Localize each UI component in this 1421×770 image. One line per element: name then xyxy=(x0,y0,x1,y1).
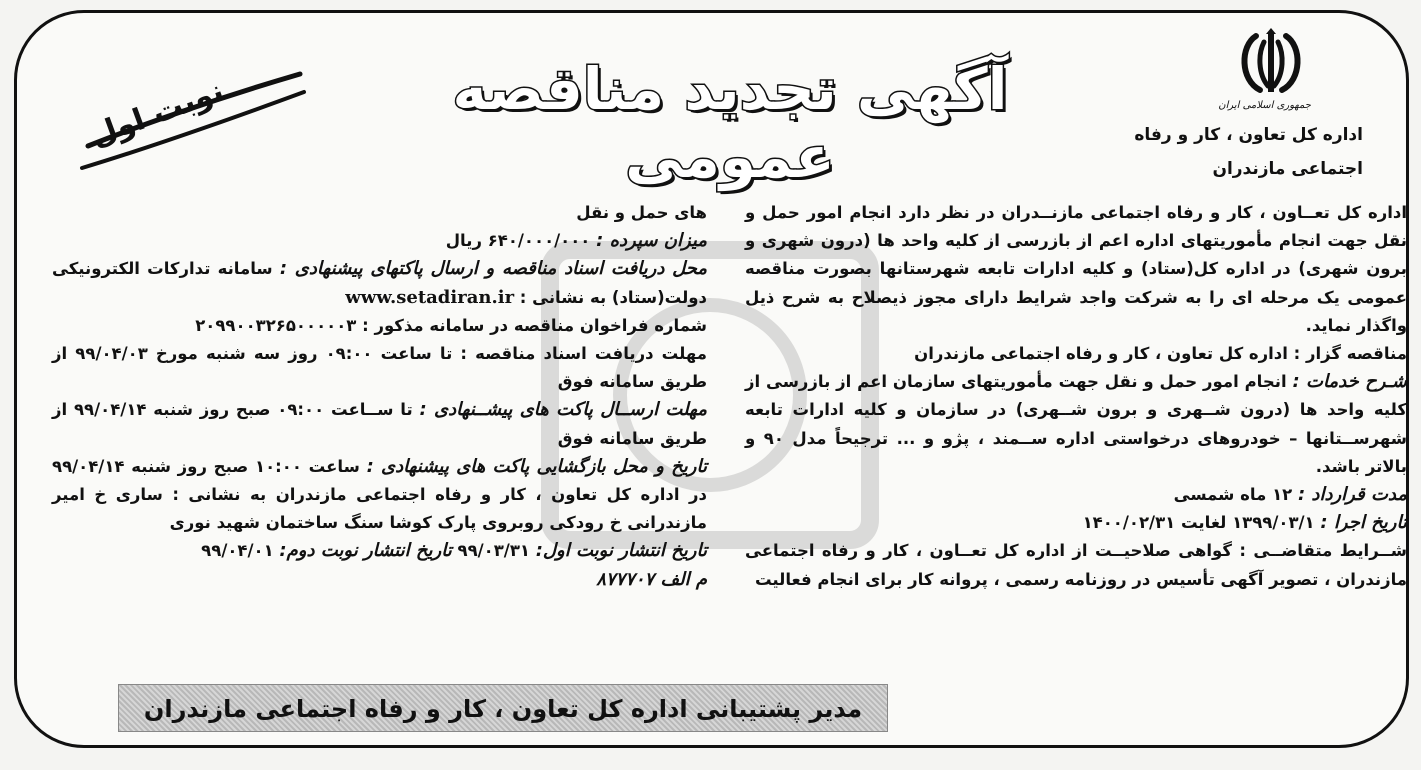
deposit-text: ۶۴۰/۰۰۰/۰۰۰ ریال xyxy=(445,231,591,251)
headline: آگهی تجدید مناقصه عمومی xyxy=(452,55,1008,191)
intro-paragraph: اداره کل تعــاون ، کار و رفاه اجتماعی مازنــدران در نظر دارد انجام امور حمل و نقل جهت انجام مأموریتهای اداره اعم از بازرسی از کلیه واحد ها (درون شهری و برون شهری) در اداره کل(ستاد) و کلیه ادارات تابعه شهرستانها بصورت مناقصه عمومی یک مرحله ای را به شرکت واجد شرایط دارای مجوز ذیصلاح به شرح ذیل واگذار نماید. xyxy=(745,203,1407,335)
exec-label: تاریخ اجرا : xyxy=(1320,512,1407,534)
iran-emblem-icon xyxy=(1226,28,1316,98)
deposit-label: میزان سپرده : xyxy=(596,230,707,252)
docs-deadline: مهلت دریافت اسناد مناقصه : تا ساعت ۰۹:۰۰ روز سه شنبه مورخ ۹۹/۰۴/۰۳ از طریق سامانه فوق xyxy=(52,344,707,392)
pub1-label: تاریخ انتشار نوبت اول: xyxy=(535,540,707,562)
tender-giver: مناقصه گزار : اداره کل تعاون ، کار و رفاه اجتماعی مازندران xyxy=(914,344,1407,364)
publication-dates xyxy=(52,537,707,565)
contract-duration xyxy=(745,481,1407,509)
exec-text: ۱۳۹۹/۰۳/۱ لغایت ۱۴۰۰/۰۲/۳۱ xyxy=(1082,513,1315,533)
submission-deadline xyxy=(52,396,707,452)
left-column xyxy=(52,199,707,594)
organization-line-1: اداره کل تعاون ، کار و رفاه xyxy=(1134,125,1363,145)
contract-text: ۱۲ ماه شمسی xyxy=(1173,485,1293,505)
services-text: انجام امور حمل و نقل جهت مأموریتهای سازمان اعم از بازرسی از کلیه واحد ها (درون شــهری و برون شــهری) در سازمان و کلیه ادارات تابعه شهرســتانها – خودروهای درخواستی اداره ســمند ، پژو و ... ترجیحاً مدل ۹۰ و بالاتر باشد. xyxy=(745,372,1407,476)
execution-date xyxy=(745,509,1407,537)
applicant-conditions: شــرایط متقاضــی : گواهی صلاحیــت از اداره کل تعــاون ، کار و رفاه اجتماعی مازندران ، تصویر آگهی تأسیس در روزنامه رسمی ، پروانه کار برای انجام فعالیت xyxy=(745,541,1407,589)
logo-caption: جمهوری اسلامی ایران xyxy=(1218,100,1311,111)
website-link[interactable]: www.setadiran.ir xyxy=(345,286,515,308)
stamp-text: نوبت اول xyxy=(86,73,229,154)
pub2-text: ۹۹/۰۴/۰۱ xyxy=(201,541,274,561)
submit-text: تا ســاعت ۰۹:۰۰ صبح روز شنبه ۹۹/۰۴/۱۴ از طریق سامانه فوق xyxy=(52,400,707,448)
pub1-text: ۹۹/۰۳/۳۱ xyxy=(457,541,530,561)
signature-footer: مدیر پشتیبانی اداره کل تعاون ، کار و رفاه اجتماعی مازندران xyxy=(118,684,888,732)
opening-text: ساعت ۱۰:۰۰ صبح روز شنبه ۹۹/۰۴/۱۴ در اداره کل تعاون ، کار و رفاه اجتماعی مازندران به نشانی : ساری خ امیر مازندرانی خ رودکی روبروی پارک کوشا سنگ ساختمان شهید نوری xyxy=(52,456,707,533)
opening-label: تاریخ و محل بازگشایی پاکت های پیشنهادی : xyxy=(366,455,707,477)
services-label: شـرح خدمات : xyxy=(1292,371,1407,393)
continuation-text: های حمل و نقل xyxy=(576,203,707,222)
docs-location xyxy=(52,255,707,311)
organization-line-2: اجتماعی مازندران xyxy=(1212,159,1363,179)
deposit xyxy=(52,227,707,255)
contract-label: مدت قرارداد : xyxy=(1297,484,1407,506)
reference-code: م الف ۸۷۷۷۰۷ xyxy=(596,568,707,590)
docs-label: محل دریافت اسناد مناقصه و ارسال پاکتهای پیشنهادی : xyxy=(279,258,708,280)
opening-info xyxy=(52,453,707,538)
services-paragraph xyxy=(745,368,1407,481)
submit-label: مهلت ارســال پاکت های پیشــنهادی : xyxy=(419,399,707,421)
docs-text: سامانه تدارکات الکترونیکی دولت(ستاد) به نشانی : xyxy=(52,259,707,307)
call-number: شماره فراخوان مناقصه در سامانه مذکور : ۲۰۹۹۰۰۳۲۶۵۰۰۰۰۰۳ xyxy=(195,315,707,335)
pub2-label: تاریخ انتشار نوبت دوم: xyxy=(279,540,452,562)
organization-name xyxy=(1113,118,1363,186)
right-column xyxy=(745,199,1407,594)
